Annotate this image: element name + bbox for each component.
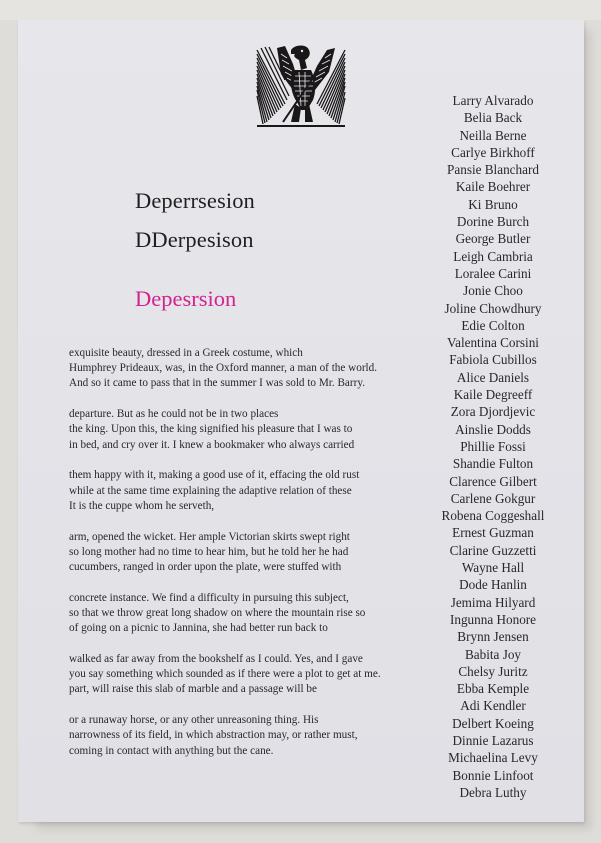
paragraph xyxy=(69,407,399,453)
text-line: so that we throw great long shadow on where the mountain rise so xyxy=(69,607,366,620)
text-line: in bed, and cry over it. I knew a bookmaker who always carried xyxy=(69,438,355,451)
paragraph xyxy=(69,468,399,514)
printed-page xyxy=(18,20,584,822)
list-item: Edie Colton xyxy=(461,317,525,333)
text-line: cucumbers, ranged in order upon the plate, were stuffed with xyxy=(69,561,342,574)
eagle-woodcut-icon xyxy=(255,44,347,130)
list-item: Shandie Fulton xyxy=(452,456,534,472)
body-text xyxy=(69,346,399,774)
list-item: Michaelina Levy xyxy=(448,750,538,766)
title-line-2: DDerpesison xyxy=(135,227,254,252)
list-item: Ki Bruno xyxy=(468,196,518,212)
text-line: coming in contact with anything but the cane. xyxy=(69,744,274,757)
list-item: Kaile Boehrer xyxy=(455,179,531,195)
list-item: George Butler xyxy=(455,231,531,247)
list-item: Delbert Koeing xyxy=(452,715,534,731)
title-accent: Depesrsion xyxy=(135,286,237,311)
wall-background xyxy=(0,0,601,20)
list-item: Phillie Fossi xyxy=(460,438,526,454)
text-line: of going on a picnic to Jannina, she had better run back to xyxy=(69,622,328,635)
text-line: departure. But as he could not be in two places xyxy=(69,408,279,421)
list-item: Joline Chowdhury xyxy=(444,300,542,316)
list-item: Robena Coggeshall xyxy=(441,508,545,524)
list-item: Clarine Guzzetti xyxy=(449,542,537,558)
list-item: Pansie Blanchard xyxy=(447,162,539,178)
text-line: them happy with it, making a good use of it, effacing the old rust xyxy=(69,469,360,482)
text-line: so long mother had no time to hear him, but he told her he had xyxy=(69,545,349,558)
title-line-1: Deperrsesion xyxy=(135,188,255,213)
text-line: or a runaway horse, or any other unreasoning thing. His xyxy=(69,714,319,727)
list-item: Dorine Burch xyxy=(456,214,530,230)
list-item: Jonie Choo xyxy=(463,283,523,299)
paragraph xyxy=(69,591,399,637)
text-line: exquisite beauty, dressed in a Greek costume, which xyxy=(69,347,303,359)
list-item: Loralee Carini xyxy=(454,265,532,281)
list-item: Belia Back xyxy=(463,110,523,126)
list-item: Fabiola Cubillos xyxy=(449,352,537,368)
list-item: Babita Joy xyxy=(464,646,522,662)
list-item: Neilla Berne xyxy=(459,127,527,143)
list-item: Kaile Degreeff xyxy=(453,387,533,403)
paragraph xyxy=(69,713,399,759)
list-item: Ebba Kemple xyxy=(456,681,530,697)
text-line: walked as far away from the bookshelf as I could. Yes, and I gave xyxy=(69,653,363,666)
list-item: Carlene Gokgur xyxy=(450,490,536,506)
text-line: while at the same time explaining the adaptive relation of these xyxy=(69,484,352,497)
text-line: you say something which sounded as if there were a plot to get at me. xyxy=(69,668,381,681)
text-line: part, will raise this slab of marble and a passage will be xyxy=(69,683,317,696)
list-item: Adi Kendler xyxy=(460,698,526,714)
list-item: Leigh Cambria xyxy=(453,248,533,264)
list-item: Wayne Hall xyxy=(461,560,525,576)
list-item: Dinnie Lazarus xyxy=(452,732,534,748)
paragraph xyxy=(69,652,399,698)
list-item: Carlye Birkhoff xyxy=(451,144,535,160)
text-line: arm, opened the wicket. Her ample Victorian skirts swept right xyxy=(69,530,350,543)
list-item: Chelsy Juritz xyxy=(458,663,528,679)
text-line: And so it came to pass that in the summer I was sold to Mr. Barry. xyxy=(69,377,366,390)
paragraph xyxy=(69,530,399,576)
list-item: Alice Daniels xyxy=(456,369,530,385)
list-item: Brynn Jensen xyxy=(457,629,529,645)
text-line: the king. Upon this, the king signified his pleasure that I was to xyxy=(69,423,353,436)
list-item: Valentina Corsini xyxy=(447,335,539,351)
list-item: Clarence Gilbert xyxy=(449,473,537,489)
list-item: Larry Alvarado xyxy=(452,93,534,108)
text-line: Humphrey Prideaux, was, in the Oxford manner, a man of the world. xyxy=(69,362,378,375)
text-line: narrowness of its field, in which abstraction may, or rather must, xyxy=(69,729,358,742)
list-item: Ernest Guzman xyxy=(452,525,534,541)
list-item: Bonnie Linfoot xyxy=(452,767,534,783)
names-list xyxy=(418,92,568,801)
list-item: Zora Djordjevic xyxy=(450,404,536,420)
list-item: Ainslie Dodds xyxy=(455,421,531,437)
list-item: Ingunna Honore xyxy=(449,611,537,627)
list-item: Dode Hanlin xyxy=(459,577,527,593)
paragraph xyxy=(69,346,399,392)
list-item: Jemima Hilyard xyxy=(450,594,536,610)
list-item: Debra Luthy xyxy=(459,784,527,800)
text-line: concrete instance. We find a difficulty in pursuing this subject, xyxy=(69,591,349,604)
text-line: It is the cuppe whom he serveth, xyxy=(69,499,215,512)
